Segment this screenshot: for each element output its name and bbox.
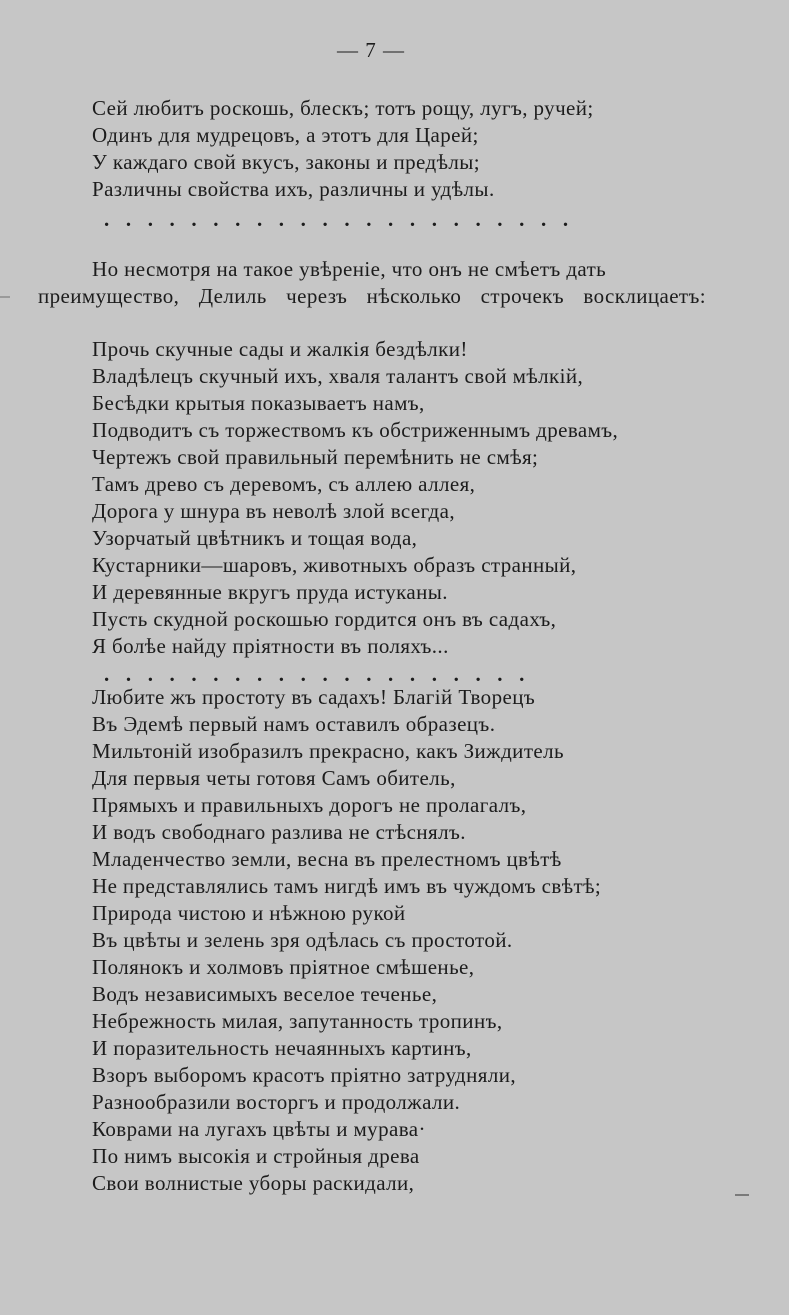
page-number: — 7 — xyxy=(337,38,405,62)
verse-line: Тамъ древо съ деревомъ, съ аллею аллея, xyxy=(92,472,476,496)
verse-line: Младенчество земли, весна въ прелестномъ цвѣтѣ xyxy=(92,847,562,871)
verse-line: Для первыя четы готовя Самъ обитель, xyxy=(92,766,456,790)
prose-line: преимущество, Делиль черезъ нѣсколько строчекъ восклицаетъ: xyxy=(38,284,706,308)
verse-line: Водъ независимыхъ веселое теченье, xyxy=(92,982,438,1006)
verse-line: Дорога у шнура въ неволѣ злой всегда, xyxy=(92,499,456,523)
verse-line: Я болѣе найду пріятности въ поляхъ... xyxy=(92,634,449,658)
verse-line: По нимъ высокія и стройныя древа xyxy=(92,1144,420,1168)
verse-line: Въ Эдемѣ первый намъ оставилъ образецъ. xyxy=(92,712,496,736)
verse-line: И водъ свободнаго разлива не стѣснялъ. xyxy=(92,820,466,844)
ellipsis-divider: .................... xyxy=(104,662,541,686)
verse-line: Узорчатый цвѣтникъ и тощая вода, xyxy=(92,526,418,550)
verse-line: Любите жъ простоту въ садахъ! Благій Творецъ xyxy=(92,685,536,709)
ellipsis-divider: ...................... xyxy=(104,207,585,231)
verse-line: Чертежъ свой правильный перемѣнить не смѣя; xyxy=(92,445,539,469)
verse-line: Мильтоній изобразилъ прекрасно, какъ Зиждитель xyxy=(92,739,564,763)
prose-line: Но несмотря на такое увѣреніе, что онъ не смѣетъ дать xyxy=(92,257,607,281)
verse-line: Взоръ выборомъ красотъ пріятно затрудняли, xyxy=(92,1063,517,1087)
verse-line: Прочь скучные сады и жалкія бездѣлки! xyxy=(92,337,468,361)
verse-line: Пусть скудной роскошью гордится онъ въ садахъ, xyxy=(92,607,557,631)
verse-line: У каждаго свой вкусъ, законы и предѣлы; xyxy=(92,150,480,174)
prose-paragraph xyxy=(38,256,718,310)
verse-line: Прямыхъ и правильныхъ дорогъ не пролагалъ, xyxy=(92,793,527,817)
stanza-3 xyxy=(92,684,732,1197)
verse-line: Природа чистою и нѣжною рукой xyxy=(92,901,406,925)
scan-edge-mark xyxy=(0,296,10,298)
verse-line: Разнообразили восторгъ и продолжали. xyxy=(92,1090,461,1114)
verse-line: Владѣлецъ скучный ихъ, хваля талантъ свой мѣлкій, xyxy=(92,364,584,388)
verse-line: Одинъ для мудрецовъ, а этотъ для Царей; xyxy=(92,123,479,147)
verse-line: Кустарники—шаровъ, животныхъ образъ странный, xyxy=(92,553,577,577)
verse-line: И деревянные вкругъ пруда истуканы. xyxy=(92,580,448,604)
verse-line: Различны свойства ихъ, различны и удѣлы. xyxy=(92,177,495,201)
verse-line: Въ цвѣты и зелень зря одѣлась съ простотой. xyxy=(92,928,513,952)
verse-line: Коврами на лугахъ цвѣты и мурава· xyxy=(92,1117,426,1141)
verse-line: Не представлялись тамъ нигдѣ имъ въ чуждомъ свѣтѣ; xyxy=(92,874,602,898)
stanza-1 xyxy=(92,95,732,236)
verse-line: Бесѣдки крытыя показываетъ намъ, xyxy=(92,391,425,415)
verse-line: Сей любитъ роскошь, блескъ; тотъ рощу, лугъ, ручей; xyxy=(92,96,594,120)
stanza-2 xyxy=(92,336,732,691)
verse-line: Небрежность милая, запутанность тропинъ, xyxy=(92,1009,503,1033)
verse-line: Подводитъ съ торжествомъ къ обстриженнымъ древамъ, xyxy=(92,418,619,442)
verse-line: Свои волнистые уборы раскидали, xyxy=(92,1171,415,1195)
verse-line: И поразительность нечаянныхъ картинъ, xyxy=(92,1036,472,1060)
scan-edge-mark xyxy=(735,1194,749,1196)
verse-line: Полянокъ и холмовъ пріятное смѣшенье, xyxy=(92,955,475,979)
